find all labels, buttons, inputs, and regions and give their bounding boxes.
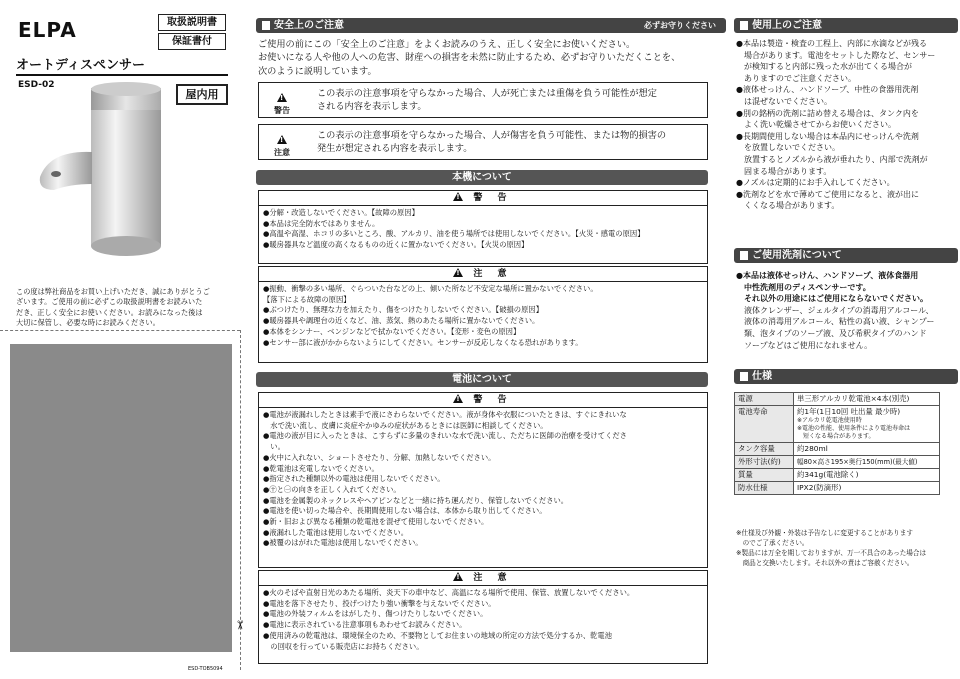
list-item: ●新・旧および異なる種類の乾電池を混ぜて使用しないでください。 [263, 517, 489, 527]
warning-legend [258, 82, 708, 118]
spec-value: 幅80×高さ195×奥行150(mm)(最大値) [794, 456, 940, 469]
usage-title: 使用上のご注意 [752, 20, 822, 31]
list-item: 中性洗剤用のディスペンサーです。 [736, 282, 871, 292]
legend-line: この表示の注意事項を守らなかった場合、人が死亡または重傷を負う可能性が想定 [317, 88, 657, 99]
model-number: ESD-02 [18, 80, 55, 90]
list-item: ありますのでご注意ください。 [736, 73, 856, 83]
list-item: い。 [263, 442, 285, 452]
list-item: ●洗剤などを水で薄めてご使用になると、液が出に [736, 189, 919, 199]
spec-value: 約1年(1日10回 吐出量 最少時) [797, 407, 901, 416]
list-item: は混ぜないでください。 [736, 96, 832, 106]
list-item: ●振動、衝撃の多い場所、ぐらついた台などの上、傾いた所など不安定な場所に置かないでください。 [263, 284, 598, 293]
table-row [735, 482, 940, 495]
thanks-line: この度は弊社商品をお買い上げいただき、誠にありがとうご [16, 287, 210, 296]
list-item: が検知すると内部に残った水が出てくる場合が [736, 62, 912, 72]
legend-line: この表示の注意事項を守らなかった場合、人が傷害を負う可能性、または物的損害の [317, 130, 667, 141]
spec-note: ※アルカリ乾電池使用時 [797, 417, 862, 424]
product-title: オートディスペンサー [16, 58, 145, 73]
list-item: よく洗い乾燥させてからお使いください。 [736, 120, 896, 130]
usage-header [734, 18, 958, 33]
list-item: 【落下による故障の原因】 [263, 294, 351, 304]
battery-section-header: 電池について [256, 372, 708, 387]
list-item: 液体の消毒用アルコール、粘性の高い液、シャンプー [736, 317, 935, 327]
doc-code: ESD-TOB5094 [188, 666, 223, 672]
warranty-area [10, 344, 232, 652]
note-line: のでご了承ください。 [736, 539, 809, 547]
table-row [735, 393, 940, 406]
spec-value-cell [794, 406, 940, 443]
warning-triangle-icon [453, 192, 463, 201]
list-item: ●使用済みの乾電池は、環境保全のため、不要物としてお住まいの地域の所定の方法で処分するか、乾電池 [263, 630, 613, 640]
thanks-line: 大切に保管し、必要な時にお読みください。 [16, 318, 160, 328]
list-item: ●別の銘柄の洗剤に詰め替える場合は、タンク内を [736, 108, 919, 118]
legend-line: される内容を表示します。 [317, 101, 427, 112]
spec-note: 短くなる場合があります。 [797, 433, 875, 440]
square-icon [262, 21, 270, 30]
legend-line: 発生が想定される内容を表示します。 [317, 143, 473, 154]
list-item: ●電池を落下させたり、投げつけたり強い衝撃を与えないでください。 [263, 598, 496, 608]
list-item: ●暖房器具など温度の高くなるものの近くに置かないでください。【火災の原因】 [263, 240, 529, 250]
thanks-line: ざいます。ご使用の前に必ずこの取扱説明書をお読みいた [16, 297, 203, 307]
indoor-badge: 屋内用 [176, 84, 228, 105]
list-item: ●火のそばや直射日光のあたる場所、炎天下の車中など、高温になる場所で使用、保管、放置しないでください。 [263, 588, 635, 597]
specs-table [734, 392, 940, 495]
list-item: ●電池の液が目に入ったときは、こすらずに多量のきれいな水で洗い流し、ただちに医師の治療を受けてくださ [263, 431, 627, 441]
caution-triangle-icon [277, 135, 287, 144]
spec-key: 電源 [735, 393, 794, 406]
caution-legend-text [317, 129, 666, 155]
list-item: ●本品は液体せっけん、ハンドソープ、液体食器用 [736, 271, 919, 280]
body-caution-box [258, 266, 708, 363]
list-item: ●乾電池は充電しないでください。 [263, 463, 379, 473]
warning-head-label: 警 告 [473, 395, 513, 405]
warning-triangle-icon [453, 394, 463, 403]
battery-warning-list [259, 408, 707, 551]
intro-line: 次のように説明しています。 [258, 65, 377, 77]
doc-tag-manual: 取扱説明書 [158, 14, 226, 31]
list-item: ●長期間使用しない場合は本品内にせっけんや洗剤 [736, 131, 919, 141]
warning-triangle-icon [277, 93, 287, 102]
list-item: ●液体せっけん、ハンドソープ、中性の食器用洗剤 [736, 85, 919, 95]
caution-legend [258, 124, 708, 160]
spec-value: 単三形アルカリ乾電池×4本(別売) [794, 393, 940, 406]
doc-tag-warranty: 保証書付 [158, 33, 226, 50]
caution-legend-icon [267, 128, 297, 158]
safety-must-note: 必ずお守りください [644, 21, 716, 30]
table-row [735, 469, 940, 482]
caution-head-label: 注 意 [473, 269, 513, 279]
list-item: ●電池を金属製のネックレスやヘアピンなどと一緒に持ち運んだり、保管しないでください。 [263, 495, 569, 505]
body-warning-box [258, 190, 708, 264]
spec-key: 防水仕様 [735, 482, 794, 495]
safety-title: 安全上のご注意 [274, 20, 344, 31]
cut-line-top [0, 330, 240, 331]
safety-header [256, 18, 726, 33]
detergent-title: ご使用洗剤について [752, 250, 842, 261]
list-item: ●ノズルは定期的にお手入れしてください。 [736, 178, 895, 188]
warning-label: 警告 [274, 106, 290, 115]
body-caution-head [259, 267, 707, 282]
list-item: ●電池を使い切った場合や、長期間使用しない場合は、本体から取り出してください。 [263, 506, 547, 516]
list-item: ●本体をシンナー、ベンジンなどで拭かないでください。【変形・変色の原因】 [263, 326, 521, 336]
list-item: の回収を行っている販売店にお持ちください。 [263, 641, 424, 651]
detergent-header [734, 248, 958, 263]
intro-line: お使いになる人や他の人への危害、財産への損害を未然に防止するため、必ずお守りいただくことを、 [258, 52, 681, 64]
spec-note: ※電池の性能、使用条件により電池寿命は [797, 425, 911, 432]
list-item: 類、泡タイプのソープ液、及び希釈タイプのハンド [736, 328, 927, 338]
list-item: を放置しないでください。 [736, 143, 840, 153]
spec-value: 約341g(電池除く) [794, 469, 940, 482]
table-row [735, 443, 940, 456]
list-item: ●火中に入れない、ショートさせたり、分解、加熱しないでください。 [263, 452, 496, 462]
scissors-icon: ✂ [233, 619, 248, 631]
list-item: ●センサー部に液がかからないようにしてください。センサーが反応しなくなる恐れがあります。 [263, 337, 583, 347]
thanks-line: だき、正しく安全にお使いください。お読みになった後は [16, 307, 203, 317]
list-item: ●分解・改造しないでください。【故障の原因】 [263, 208, 419, 217]
battery-warning-head [259, 393, 707, 408]
square-icon [740, 21, 748, 30]
table-row [735, 456, 940, 469]
battery-caution-list [259, 586, 707, 654]
battery-warning-box [258, 392, 708, 568]
caution-label: 注意 [274, 148, 290, 157]
note-line: 商品と交換いたします。それ以外の責はご容赦ください。 [736, 559, 914, 567]
spec-key: 質量 [735, 469, 794, 482]
list-item: ●電池の外装フィルムをはがしたり、傷つけたりしないでください。 [263, 609, 488, 619]
brand-logo: ELPA [18, 18, 77, 42]
list-item: ●液漏れした電池は使用しないでください。 [263, 527, 409, 537]
note-line: ※製品には万全を期しておりますが、万一不具合のあった場合は [736, 549, 927, 557]
battery-caution-box [258, 570, 708, 664]
body-caution-list [259, 282, 707, 350]
spec-key: 電池寿命 [735, 406, 794, 443]
body-warning-list [259, 206, 707, 253]
list-item: 放置するとノズルから液が垂れたり、内部で洗剤が [736, 154, 928, 164]
list-item: ●電池に表示されている注意事項もあわせてお読みください。 [263, 620, 467, 630]
list-item: ●高温や高湿、ホコリの多いところ、酸、アルカリ、油を使う場所では使用しないでください。【火災・感電の原因】 [263, 229, 645, 239]
list-item: 液体クレンザー、ジェルタイプの消毒用アルコール、 [736, 305, 934, 315]
list-item: それ以外の用途にはご使用にならないでください。 [736, 294, 928, 304]
product-image [30, 82, 180, 282]
square-icon [740, 372, 748, 381]
list-item: ●ぶつけたり、無理な力を加えたり、傷をつけたりしないでください。【破損の原因】 [263, 305, 543, 315]
list-item: 水で洗い流し、皮膚に炎症やかゆみの症状があるときには医師に相談してください。 [263, 420, 548, 430]
safety-intro [258, 38, 680, 78]
list-item: ●電池が液漏れしたときは素手で液にさわらないでください。液が身体や衣服についたときは、すぐにきれいな [263, 410, 627, 419]
spec-key: 外形寸法(約) [735, 456, 794, 469]
body-section-header: 本機について [256, 170, 708, 185]
list-item: ●㊉と㊀の向きを正しく入れてください。 [263, 484, 401, 494]
specs-notes [736, 528, 926, 568]
list-item: 固まる場合があります。 [736, 166, 832, 176]
table-row [735, 406, 940, 443]
list-item: ●暖房器具や調理台の近くなど、油、蒸気、熱のあたる場所に置かないでください。 [263, 316, 540, 326]
spec-value: IPX2(防滴形) [794, 482, 940, 495]
specs-title: 仕様 [752, 371, 772, 382]
caution-triangle-icon [453, 572, 463, 581]
warning-legend-text [317, 87, 657, 113]
detergent-list [736, 270, 934, 351]
caution-triangle-icon [453, 268, 463, 277]
usage-list [736, 38, 935, 212]
thanks-text [16, 287, 230, 329]
list-item: くくなる場合があります。 [736, 201, 840, 211]
list-item: ソープなどはご使用になれません。 [736, 340, 873, 350]
square-icon [740, 251, 748, 260]
list-item: 場合があります。電池をセットした際など、センサー [736, 50, 936, 60]
spec-value: 約280ml [794, 443, 940, 456]
spec-key: タンク容量 [735, 443, 794, 456]
intro-line: ご使用の前にこの「安全上のご注意」をよくお読みのうえ、正しく安全にお使いください。 [258, 39, 636, 50]
list-item: ●指定された種類以外の電池は使用しないでください。 [263, 474, 445, 484]
warning-head-label: 警 告 [473, 193, 513, 203]
list-item: ●本品は製造・検査の工程上、内部に水滴などが残る [736, 39, 927, 48]
battery-caution-head [259, 571, 707, 586]
warning-legend-icon [267, 86, 297, 116]
caution-head-label: 注 意 [473, 573, 513, 583]
specs-header [734, 369, 958, 384]
note-line: ※仕様及び外観・外装は予告なしに変更することがあります [736, 529, 913, 537]
list-item: ●本品は完全防水ではありません。 [263, 218, 380, 228]
title-rule [16, 74, 228, 76]
list-item: ●被覆のはがれた電池は使用しないでください。 [263, 538, 423, 548]
body-warning-head [259, 191, 707, 206]
